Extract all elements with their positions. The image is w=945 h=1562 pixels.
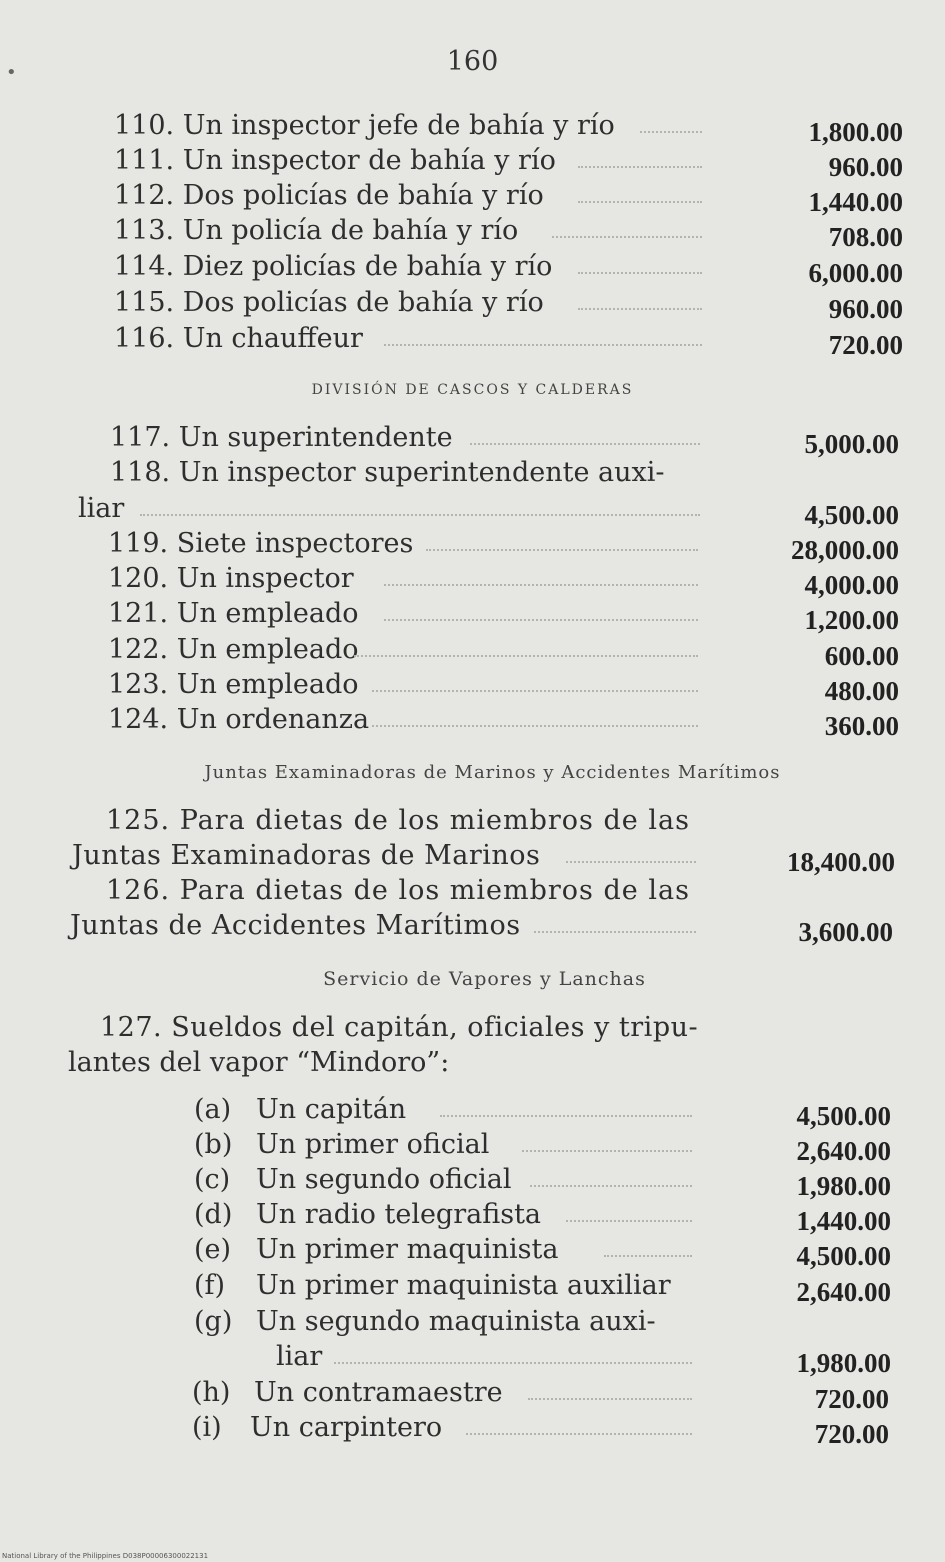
item-label-continued: Juntas de Accidentes Marítimos [70,910,521,941]
sub-item-amount: 1,440.00 [796,1206,891,1236]
sub-item-label: Un capitán [256,1094,407,1125]
leader-dots [466,1433,692,1435]
leader-dots [384,584,698,586]
sub-item-label-continued: liar [276,1341,323,1372]
list-item [0,526,945,565]
leader-dots [578,201,702,203]
list-item [0,838,945,877]
item-amount: 4,500.00 [804,500,899,530]
list-item [0,178,945,217]
item-label: 125. Para dietas de los miembros de las [106,805,690,836]
list-item [0,143,945,182]
sub-item-letter: (f) [194,1270,226,1301]
item-amount: 960.00 [828,152,903,182]
item-amount: 18,400.00 [787,847,895,877]
leader-dots [640,131,702,133]
leader-dots [354,655,698,657]
leader-dots [534,931,696,933]
list-item [0,491,945,530]
leader-dots [426,549,698,551]
list-item [0,420,945,459]
sub-item-amount: 2,640.00 [796,1136,891,1166]
item-label-continued: lantes del vapor “Mindoro”: [68,1047,450,1078]
list-item [0,249,945,288]
leader-dots [578,308,702,310]
sub-item-letter: (g) [194,1306,233,1337]
sub-list-item [0,1197,945,1236]
sub-item-amount: 1,980.00 [796,1171,891,1201]
leader-dots [552,236,702,238]
sub-item-letter: (b) [194,1129,233,1160]
sub-item-letter: (h) [192,1377,231,1408]
page-number: 160 [446,46,499,77]
sub-list-item [0,1232,945,1271]
sub-item-label: Un primer oficial [256,1129,490,1160]
leader-dots [372,690,698,692]
sub-list-item [0,1339,945,1378]
item-amount: 960.00 [828,294,903,324]
sub-item-amount: 4,500.00 [796,1101,891,1131]
sub-item-letter: (e) [194,1234,232,1265]
section-heading: Juntas Examinadoras de Marinos y Accidentes Marítimos [204,762,781,783]
sub-list-item [0,1410,945,1449]
sub-list-item [0,1268,945,1307]
item-label: 114. Diez policías de bahía y río [114,251,553,282]
sub-item-amount: 4,500.00 [796,1241,891,1271]
item-amount: 1,440.00 [808,187,903,217]
item-amount: 4,000.00 [804,570,899,600]
leader-dots [530,1185,692,1187]
sub-item-amount: 1,980.00 [796,1348,891,1378]
item-amount: 1,200.00 [804,605,899,635]
item-label: 116. Un chauffeur [114,323,363,354]
item-label: 119. Siete inspectores [108,528,414,559]
speck-mark: • [6,62,17,83]
item-label-continued: liar [78,493,125,524]
sub-list-item [0,1375,945,1414]
sub-list-item [0,1304,945,1340]
leader-dots [522,1150,692,1152]
sub-item-label: Un segundo oficial [256,1164,512,1195]
leader-dots [372,725,698,727]
leader-dots [528,1398,692,1400]
item-label: 120. Un inspector [108,563,354,594]
item-label: 111. Un inspector de bahía y río [114,145,556,176]
leader-dots [566,1220,692,1222]
sub-item-amount: 720.00 [814,1419,889,1449]
item-amount: 5,000.00 [804,429,899,459]
list-item [0,667,945,706]
sub-item-label: Un contramaestre [254,1377,503,1408]
sub-item-label: Un radio telegrafista [256,1199,542,1230]
leader-dots [334,1362,692,1364]
leader-dots [470,443,700,445]
sub-item-amount: 720.00 [814,1384,889,1414]
section-heading: Servicio de Vapores y Lanchas [323,968,646,990]
item-amount: 3,600.00 [798,917,893,947]
list-item [0,702,945,741]
list-item [0,632,945,671]
item-label: 118. Un inspector superintendente auxi- [110,457,665,488]
footer-note: National Library of the Philippines D038P00006300022131 [2,1552,209,1560]
item-label: 123. Un empleado [108,669,359,700]
section-heading: DIVISIÓN DE CASCOS Y CALDERAS [311,382,634,398]
item-amount: 708.00 [828,222,903,252]
sub-item-label: Un segundo maquinista auxi- [256,1306,656,1337]
list-item [0,1010,945,1046]
sub-item-label: Un primer maquinista auxiliar [256,1270,671,1301]
leader-dots [140,514,700,516]
item-label: 115. Dos policías de bahía y río [114,287,544,318]
leader-dots [604,1255,692,1257]
sub-item-label: Un primer maquinista [256,1234,559,1265]
sub-item-amount: 2,640.00 [796,1277,891,1307]
sub-list-item [0,1092,945,1131]
sub-item-letter: (c) [194,1164,231,1195]
list-item [0,108,945,147]
item-amount: 720.00 [828,330,903,360]
list-item [0,213,945,252]
item-label: 126. Para dietas de los miembros de las [106,875,690,906]
item-amount: 480.00 [824,676,899,706]
leader-dots [384,619,698,621]
item-label: 117. Un superintendente [110,422,453,453]
sub-item-letter: (i) [192,1412,222,1443]
sub-list-item [0,1162,945,1201]
list-item [0,561,945,600]
leader-dots [440,1115,692,1117]
list-item [0,1045,945,1081]
list-item [0,321,945,360]
item-label: 122. Un empleado [108,634,359,665]
item-amount: 28,000.00 [791,535,899,565]
sub-list-item [0,1127,945,1166]
sub-item-label: Un carpintero [250,1412,443,1443]
item-amount: 360.00 [824,711,899,741]
item-label: 110. Un inspector jefe de bahía y río [114,110,615,141]
list-item [0,596,945,635]
leader-dots [384,344,702,346]
item-amount: 600.00 [824,641,899,671]
list-item [0,908,945,947]
leader-dots [566,861,696,863]
sub-item-letter: (d) [194,1199,233,1230]
item-label: 121. Un empleado [108,598,359,629]
sub-item-letter: (a) [194,1094,232,1125]
leader-dots [578,272,702,274]
item-label: 127. Sueldos del capitán, oficiales y tripu- [100,1012,699,1043]
item-label: 124. Un ordenanza [108,704,370,735]
item-label: 113. Un policía de bahía y río [114,215,519,246]
item-label: 112. Dos policías de bahía y río [114,180,544,211]
list-item [0,873,945,909]
list-item [0,285,945,324]
list-item [0,803,945,839]
item-amount: 6,000.00 [808,258,903,288]
list-item [0,455,945,491]
item-amount: 1,800.00 [808,117,903,147]
leader-dots [578,166,702,168]
item-label-continued: Juntas Examinadoras de Marinos [72,840,541,871]
